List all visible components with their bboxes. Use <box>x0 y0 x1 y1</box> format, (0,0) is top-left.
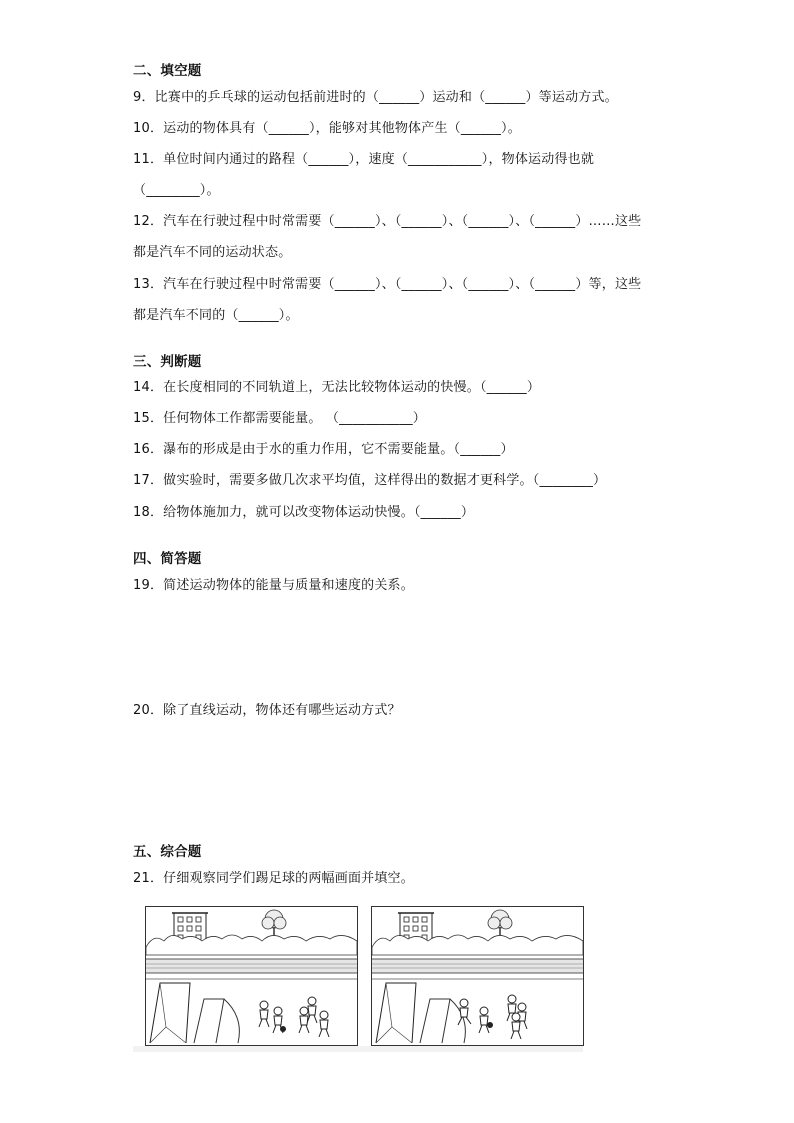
soccer-field-illustration-icon <box>146 907 357 1045</box>
question-14: 14．在长度相同的不同轨道上，无法比较物体运动的快慢。（______） <box>133 380 541 395</box>
question-13-line-2: 都是汽车不同的（______）。 <box>133 308 299 323</box>
question-15: 15．任何物体工作都需要能量。 （___________） <box>133 411 426 426</box>
question-11-line-1: 11．单位时间内通过的路程（______），速度（___________），物体运动得也就 <box>133 152 595 167</box>
question-13-line-1: 13．汽车在行驶过程中时常需要（______）、（______）、（______）、（______）等，这些 <box>133 277 642 292</box>
question-19: 19．简述运动物体的能量与质量和速度的关系。 <box>133 578 414 593</box>
question-21: 21．仔细观察同学们踢足球的两幅画面并填空。 <box>133 871 414 886</box>
question-16: 16．瀑布的形成是由于水的重力作用，它不需要能量。（______） <box>133 442 514 457</box>
football-scene-1 <box>145 906 358 1046</box>
question-20: 20．除了直线运动，物体还有哪些运动方式？ <box>133 703 401 718</box>
question-10: 10．运动的物体具有（______），能够对其他物体产生（______）。 <box>133 121 521 136</box>
soccer-field-illustration-icon <box>372 907 583 1045</box>
section-heading-judge: 三、判断题 <box>133 354 202 370</box>
question-17: 17．做实验时，需要多做几次求平均值，这样得出的数据才更科学。（________） <box>133 473 607 488</box>
section-heading-short: 四、简答题 <box>133 551 202 567</box>
question-18: 18．给物体施加力，就可以改变物体运动快慢。（______） <box>133 505 475 520</box>
football-scene-2 <box>371 906 584 1046</box>
section-heading-comprehensive: 五、综合题 <box>133 844 202 860</box>
section-heading-fill: 二、填空题 <box>133 63 202 79</box>
question-9: 9．比赛中的乒乓球的运动包括前进时的（______）运动和（______）等运动方式。 <box>133 90 618 105</box>
question-12-line-1: 12．汽车在行驶过程中时常需要（______）、（______）、（______）、（______）……这些 <box>133 214 642 229</box>
question-12-line-2: 都是汽车不同的运动状态。 <box>133 245 292 260</box>
scan-artifact-strip <box>133 1044 583 1056</box>
question-11-line-2: （________）。 <box>133 183 220 198</box>
